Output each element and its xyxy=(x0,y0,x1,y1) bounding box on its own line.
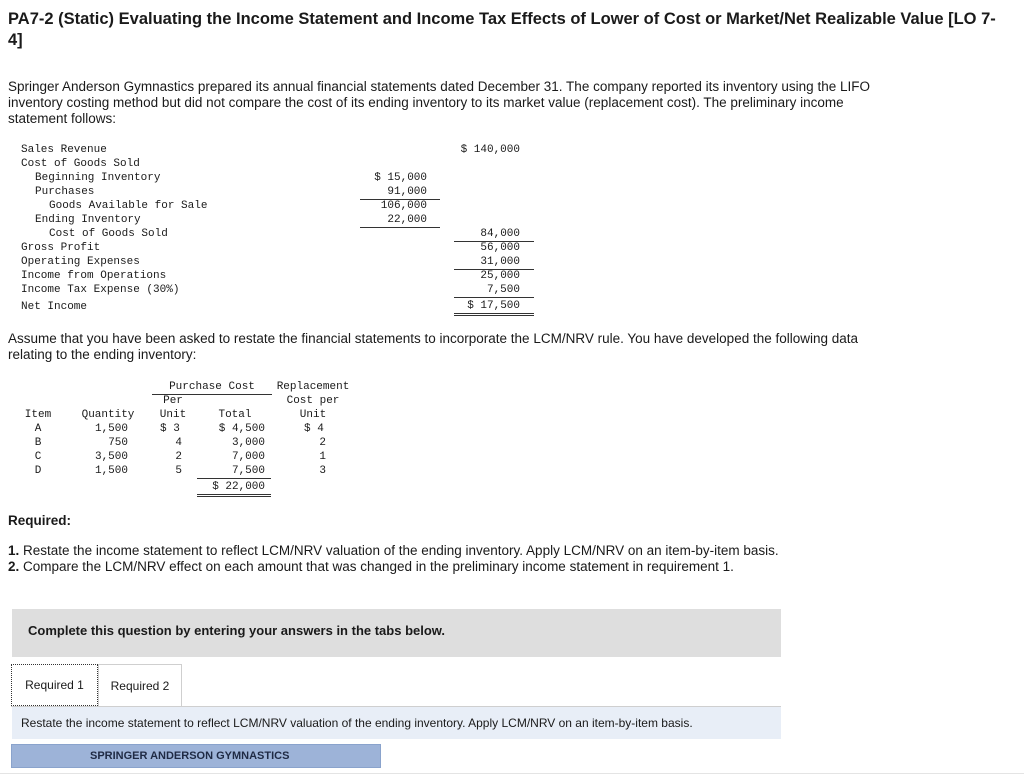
assume-paragraph: Assume that you have been asked to restate the financial statements to incorporate the LCM/NRV rule. You have developed the following data relating to the ending inventory: xyxy=(8,331,859,362)
row-total: $ 4,500 xyxy=(218,423,265,435)
row-quantity: 750 xyxy=(108,437,128,449)
col-total-header: Total xyxy=(218,409,252,421)
row-item: B xyxy=(34,437,42,449)
bottom-divider xyxy=(0,773,1024,774)
col-unit-header: Unit xyxy=(159,409,187,421)
inventory-grand-total: $ 22,000 xyxy=(197,480,271,497)
row-repl: 2 xyxy=(319,437,326,449)
intro-paragraph: Springer Anderson Gymnastics prepared its annual financial statements dated December 31. The company reported its inventory using the LIFO inventory costing method but did not compare the cost of its ending inventory to its market value (replacement cost). The preliminary income statement follows: xyxy=(8,79,870,126)
cogs-total-amount: 84,000 xyxy=(454,227,534,242)
cogs-header: Cost of Goods Sold xyxy=(21,158,140,170)
operating-expenses-amount: 31,000 xyxy=(454,255,534,270)
row-repl: $ 4 xyxy=(304,423,324,435)
purchase-cost-group-header: Purchase Cost xyxy=(152,380,272,395)
beginning-inventory-amount: $ 15,000 xyxy=(374,172,427,184)
tab-required-2[interactable]: Required 2 xyxy=(98,664,182,706)
net-income-amount: $ 17,500 xyxy=(454,299,534,316)
income-from-operations-amount: 25,000 xyxy=(480,270,520,282)
goods-available-amount: 106,000 xyxy=(380,200,427,212)
row-unit: 2 xyxy=(175,451,182,463)
company-name-header: SPRINGER ANDERSON GYMNASTICS xyxy=(11,744,381,768)
page-title: PA7-2 (Static) Evaluating the Income Statement and Income Tax Effects of Lower of Cost or Market/Net Realizable Value [LO 7-4] xyxy=(8,10,996,49)
beginning-inventory-label: Beginning Inventory xyxy=(35,172,161,184)
row-unit: 4 xyxy=(175,437,182,449)
row-total: 7,000 xyxy=(231,451,265,463)
goods-available-label: Goods Available for Sale xyxy=(49,200,208,212)
row-total: 7,500 xyxy=(197,464,271,479)
sales-revenue-label: Sales Revenue xyxy=(21,144,107,156)
required-list xyxy=(8,543,908,575)
row-unit: $ 3 xyxy=(160,423,180,435)
required-item-1-number: 1. xyxy=(8,543,20,558)
row-item: C xyxy=(34,451,42,463)
row-unit: 5 xyxy=(175,465,182,477)
required-item-2-text: Compare the LCM/NRV effect on each amount that was changed in the preliminary income statement in requirement 1. xyxy=(23,559,734,574)
required-item-1 xyxy=(8,543,908,559)
sales-revenue-amount: $ 140,000 xyxy=(460,144,520,156)
row-quantity: 3,500 xyxy=(94,451,128,463)
row-repl: 3 xyxy=(319,465,326,477)
purchases-label: Purchases xyxy=(35,186,95,198)
operating-expenses-label: Operating Expenses xyxy=(21,256,140,268)
required-item-2-number: 2. xyxy=(8,559,20,574)
income-from-operations-label: Income from Operations xyxy=(21,270,167,282)
tab-instruction: Restate the income statement to reflect LCM/NRV valuation of the ending inventory. Apply LCM/NRV on an item-by-item basis. xyxy=(12,707,781,739)
ending-inventory-amount: 22,000 xyxy=(360,213,440,228)
replacement-group-header: Replacement xyxy=(276,381,350,393)
col-repl-unit-header: Unit xyxy=(299,409,327,421)
col-per-header: Per xyxy=(163,395,183,407)
row-item: D xyxy=(34,465,42,477)
required-item-2 xyxy=(8,559,908,575)
gross-profit-label: Gross Profit xyxy=(21,242,101,254)
col-quantity-header: Quantity xyxy=(81,409,135,421)
row-total: 3,000 xyxy=(231,437,265,449)
row-quantity: 1,500 xyxy=(94,465,128,477)
row-item: A xyxy=(34,423,42,435)
net-income-label: Net Income xyxy=(21,301,88,313)
required-item-1-text: Restate the income statement to reflect LCM/NRV valuation of the ending inventory. Apply LCM/NRV on an item-by-item basis. xyxy=(23,543,779,558)
row-quantity: 1,500 xyxy=(94,423,128,435)
ending-inventory-label: Ending Inventory xyxy=(35,214,141,226)
income-tax-expense-amount: 7,500 xyxy=(454,283,534,298)
col-cost-per-header: Cost per xyxy=(286,395,340,407)
instructions-banner: Complete this question by entering your answers in the tabs below. xyxy=(12,609,781,657)
tab-required-1[interactable]: Required 1 xyxy=(11,664,98,706)
row-repl: 1 xyxy=(319,451,326,463)
cogs-total-label: Cost of Goods Sold xyxy=(49,228,168,240)
gross-profit-amount: 56,000 xyxy=(480,242,520,254)
required-heading: Required: xyxy=(8,513,72,528)
purchases-amount: 91,000 xyxy=(360,185,440,200)
income-tax-expense-label: Income Tax Expense (30%) xyxy=(21,284,180,296)
col-item-header: Item xyxy=(24,409,52,421)
